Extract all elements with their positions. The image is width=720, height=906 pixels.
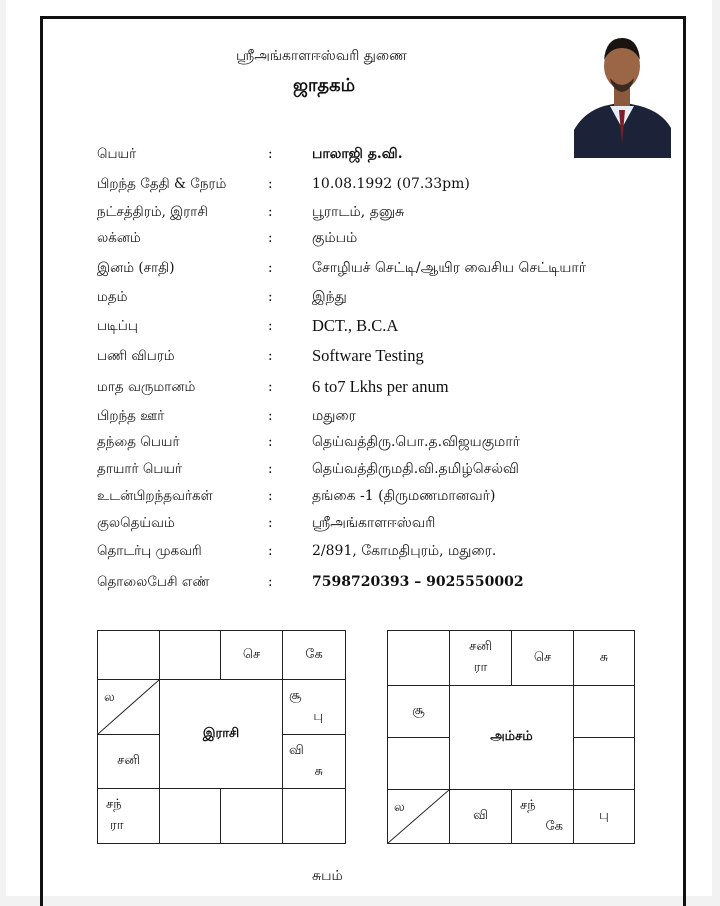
rasi-cell xyxy=(283,680,346,735)
detail-value: தெய்வத்திரு.பொ.த.விஜயகுமார் xyxy=(312,434,520,450)
rasi-planet: ரா xyxy=(110,818,124,833)
amsam-lagna-cell xyxy=(388,790,450,844)
detail-value: தங்கை -1 (திருமணமானவர்) xyxy=(312,488,496,504)
rasi-cell: கே xyxy=(283,631,346,680)
rasi-cell xyxy=(221,789,283,844)
amsam-chart xyxy=(387,630,635,844)
detail-label: தாயார் பெயர் xyxy=(97,461,183,477)
detail-value: பூராடம், தனுசு xyxy=(312,204,405,220)
detail-colon: : xyxy=(268,348,273,364)
blessing-text: ஸ்ரீஅங்காளஈஸ்வரி துணை xyxy=(236,48,407,64)
detail-value: 7598720393 – 9025550002 xyxy=(312,574,524,590)
detail-label: பணி விபரம் xyxy=(97,348,175,364)
detail-colon: : xyxy=(268,318,273,334)
detail-value: Software Testing xyxy=(312,346,424,365)
detail-value: 2/891, கோமதிபுரம், மதுரை. xyxy=(312,543,497,559)
rasi-planet: சு xyxy=(314,763,323,779)
detail-value: DCT., B.C.A xyxy=(312,316,399,335)
detail-value: கும்பம் xyxy=(312,230,358,246)
amsam-planet: கே xyxy=(545,818,563,834)
detail-colon: : xyxy=(268,230,273,246)
rasi-planet: வி xyxy=(289,742,304,758)
detail-label: குலதெய்வம் xyxy=(97,515,175,531)
detail-label: மதம் xyxy=(97,289,128,305)
detail-colon: : xyxy=(268,434,273,450)
amsam-cell: சூ xyxy=(388,686,450,738)
detail-colon: : xyxy=(268,408,273,424)
amsam-cell xyxy=(574,738,635,790)
detail-label: உடன்பிறந்தவர்கள் xyxy=(97,488,213,504)
detail-colon: : xyxy=(268,379,273,395)
rasi-cell xyxy=(98,631,160,680)
detail-colon: : xyxy=(268,176,273,192)
detail-label: மாத வருமானம் xyxy=(97,379,196,395)
detail-colon: : xyxy=(268,289,273,305)
document-page xyxy=(6,0,712,896)
detail-label: லக்னம் xyxy=(97,230,141,246)
detail-label: பிறந்த தேதி & நேரம் xyxy=(97,176,227,192)
footer-text: சுபம் xyxy=(312,868,343,884)
amsam-cell xyxy=(450,631,512,686)
rasi-cell xyxy=(283,735,346,789)
detail-colon: : xyxy=(268,574,273,590)
rasi-planet: பு xyxy=(313,709,323,724)
detail-label: இனம் (சாதி) xyxy=(97,260,175,276)
detail-value: 10.08.1992 (07.33pm) xyxy=(312,176,470,192)
amsam-cell xyxy=(388,738,450,790)
rasi-planet: சூ xyxy=(289,688,302,704)
detail-label: தொலைபேசி எண் xyxy=(97,574,210,590)
amsam-planet: சனி xyxy=(469,639,492,655)
rasi-cell xyxy=(283,789,346,844)
amsam-planet: சந் xyxy=(520,797,536,813)
detail-label: தொடர்பு முகவரி xyxy=(97,543,202,559)
detail-label: நட்சத்திரம், இராசி xyxy=(97,204,208,220)
rasi-cell xyxy=(98,789,160,844)
detail-value: ஸ்ரீஅங்காளஈஸ்வரி xyxy=(312,515,436,531)
amsam-cell: சு xyxy=(574,631,635,686)
detail-value: 6 to7 Lkhs per anum xyxy=(312,377,449,396)
detail-colon: : xyxy=(268,146,273,162)
person-photo-icon xyxy=(574,32,671,158)
rasi-lagna-label: ல xyxy=(104,690,115,705)
rasi-lagna-cell xyxy=(98,680,160,735)
detail-label: பெயர் xyxy=(97,146,137,162)
detail-value: தெய்வத்திருமதி.வி.தமிழ்செல்வி xyxy=(312,461,519,477)
detail-label: படிப்பு xyxy=(97,318,138,334)
detail-colon: : xyxy=(268,488,273,504)
rasi-cell: சனி xyxy=(98,735,160,789)
detail-value: மதுரை xyxy=(312,408,356,424)
detail-label: பிறந்த ஊர் xyxy=(97,408,165,424)
page-title: ஜாதகம் xyxy=(293,75,356,96)
amsam-center: அம்சம் xyxy=(450,686,574,790)
amsam-cell xyxy=(574,686,635,738)
rasi-cell xyxy=(160,789,221,844)
rasi-cell xyxy=(160,631,221,680)
detail-label: தந்தை பெயர் xyxy=(97,434,180,450)
amsam-cell xyxy=(388,631,450,686)
rasi-cell: செ xyxy=(221,631,283,680)
amsam-cell: செ xyxy=(512,631,574,686)
amsam-cell: வி xyxy=(450,790,512,844)
detail-colon: : xyxy=(268,461,273,477)
detail-colon: : xyxy=(268,515,273,531)
amsam-planet: ரா xyxy=(473,660,488,675)
detail-colon: : xyxy=(268,260,273,276)
rasi-chart xyxy=(97,630,346,844)
rasi-planet: சந் xyxy=(106,797,122,813)
rasi-center: இராசி xyxy=(160,680,283,789)
amsam-lagna-label: ல xyxy=(394,800,405,815)
detail-value: பாலாஜி த.வி. xyxy=(312,146,403,162)
detail-colon: : xyxy=(268,543,273,559)
detail-value: இந்து xyxy=(312,289,347,305)
detail-value: சோழியச் செட்டி/ஆயிர வைசிய செட்டியார் xyxy=(312,260,587,276)
amsam-cell xyxy=(512,790,574,844)
amsam-cell: பு xyxy=(574,790,635,844)
detail-colon: : xyxy=(268,204,273,220)
